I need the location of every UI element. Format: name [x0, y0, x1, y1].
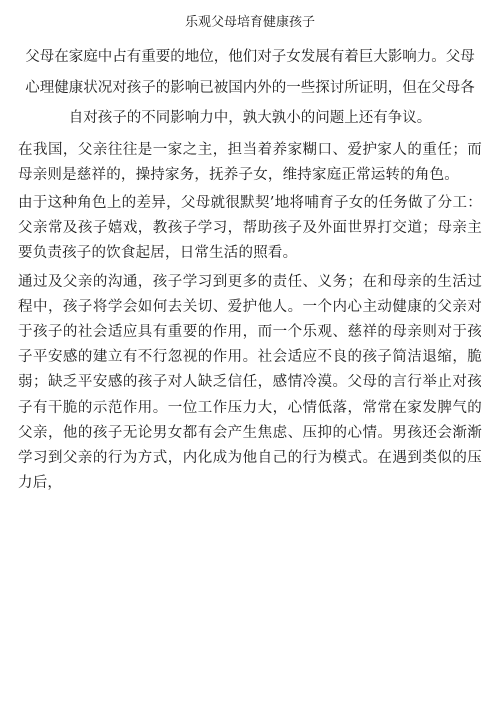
document-title: 乐观父母培育健康孩子 [184, 15, 315, 30]
intro-paragraph: 父母在家庭中占有重要的地位，他们对子女发展有着巨大影响力。父母心理健康状况对孩子的影响已被国内外的一些探讨所证明，但在父母各自对孩子的不同影响力中，孰大孰小的问题上还有争议。 [25, 49, 475, 126]
body-paragraph-3: 通过及父亲的沟通，孩子学习到更多的责任、义务；在和母亲的生活过程中，孩子将学会如何去关切、爱护他人。一个内心主动健康的父亲对于孩子的社会适应具有重要的作用，而一个乐观、慈祥的母亲则对于孩子平安感的建立有不行忽视的作用。社会适应不良的孩子简洁退缩，脆弱；缺乏平安感的孩子对人缺乏信任，感情冷漠。父母的言行举止对孩子有干脆的示范作用。一位工作压力大，心情低落，常常在家发脾气的父亲，他的孩子无论男女都有会产生焦虑、压抑的心情。男孩还会渐渐学习到父亲的行为方式，内化成为他自己的行为模式。在遇到类似的压力后， [18, 273, 482, 492]
body-paragraph-1: 在我国，父亲往往是一家之主，担当着养家糊口、爱护家人的重任；而母亲则是慈祥的，操持家务，抚养子女，维持家庭正常运转的角色。 [18, 141, 482, 183]
body-paragraph-2: 由于这种角色上的差异，父母就很默契’地将哺育子女的任务做了分工：父亲常及孩子嬉戏，教孩子学习，帮助孩子及外面世界打交道；母亲主要负责孩子的饮食起居，日常生活的照看。 [18, 194, 482, 262]
